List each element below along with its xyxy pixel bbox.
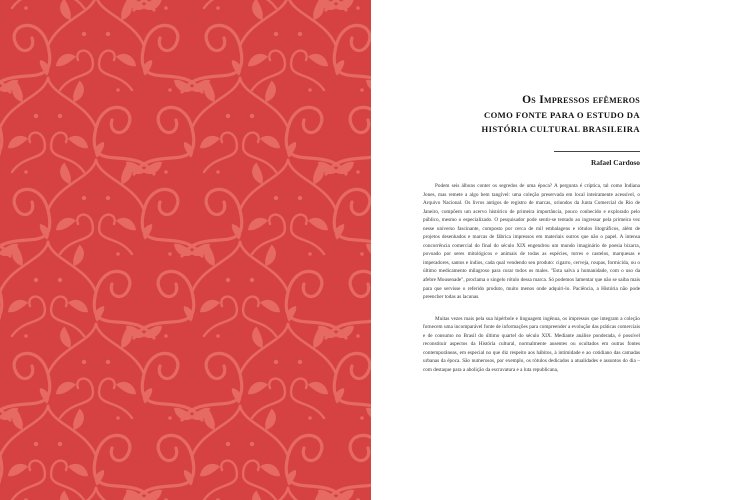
paragraph-1: Podem seis álbuns conter os segredos de uma época? A pergunta é críptica, tal como Indiana Jones, mas remete a algo bem tangível: uma coleção preservada em local inteiramente acessível, o Arquivo Nacional. Os livros antigos de registro de marcas, oriundos da Junta Comercial do Rio de Janeiro, compõem um acervo histórico de primeira importância, pouco conhecido e explorado pelo público, mesmo o especializado. O pesquisador pode sentir-se tentado ao ingressar pela primeira vez nesse universo fascinante, composto por cerca de mil embalagens e rótulos litográficos, além de projetos desenhados e marcas de fábrica impressos em materiais outros que não o papel. A intensa concorrência comercial do final do século XIX engendrou um mundo imaginário de poesia bizarra, povoado por seres mitológicos e animais de todas as espécies, torres e castelos, marquesas e imperadores, santos e índios, cada qual vendendo seu produto: cigarro, cerveja, roupas, formicida, ou o último medicamento milagroso para curar todos os males. "Esta salva a humanidade, com o uso da afebre Mousenade", proclama o singelo rótulo dessa marca. Só podemos lamentar que não se saiba mais para que servisse o referido produto, muito menos onde adquiri-lo. Paciência, a História não pode preencher todas as lacunas. <box>423 183 640 301</box>
title-divider <box>554 151 640 152</box>
title-line-1: Os Impressos efêmeros <box>522 94 640 106</box>
article-title <box>400 93 640 136</box>
title-line-3: HISTÓRIA CULTURAL BRASILEIRA <box>481 124 640 134</box>
title-line-2: COMO FONTE PARA O ESTUDO DA <box>483 110 640 120</box>
text-page <box>371 0 741 500</box>
author-name: Rafael Cardoso <box>590 158 640 167</box>
paragraph-2: Muitas vezes mais pela sua hipérbole e linguagem ingênua, os impressos que integram a coleção fornecem uma incomparável fonte de informações para compreender a evolução das práticas comerciais e de consumo no Brasil do último quartel do século XIX. Mediante análise ponderada, é possível reconstituir aspectos da História cultural, normalmente ausentes ou ocultados em outras fontes contemporâneas, em especial no que diz respeito aos hábitos, à intimidade e ao cotidiano das camadas urbanas da época. São numerosos, por exemplo, os rótulos dedicados a atualidades e assuntos do dia – com destaque para a abolição da escravatura e a luta republicana, <box>423 315 640 373</box>
article-body <box>423 182 640 374</box>
